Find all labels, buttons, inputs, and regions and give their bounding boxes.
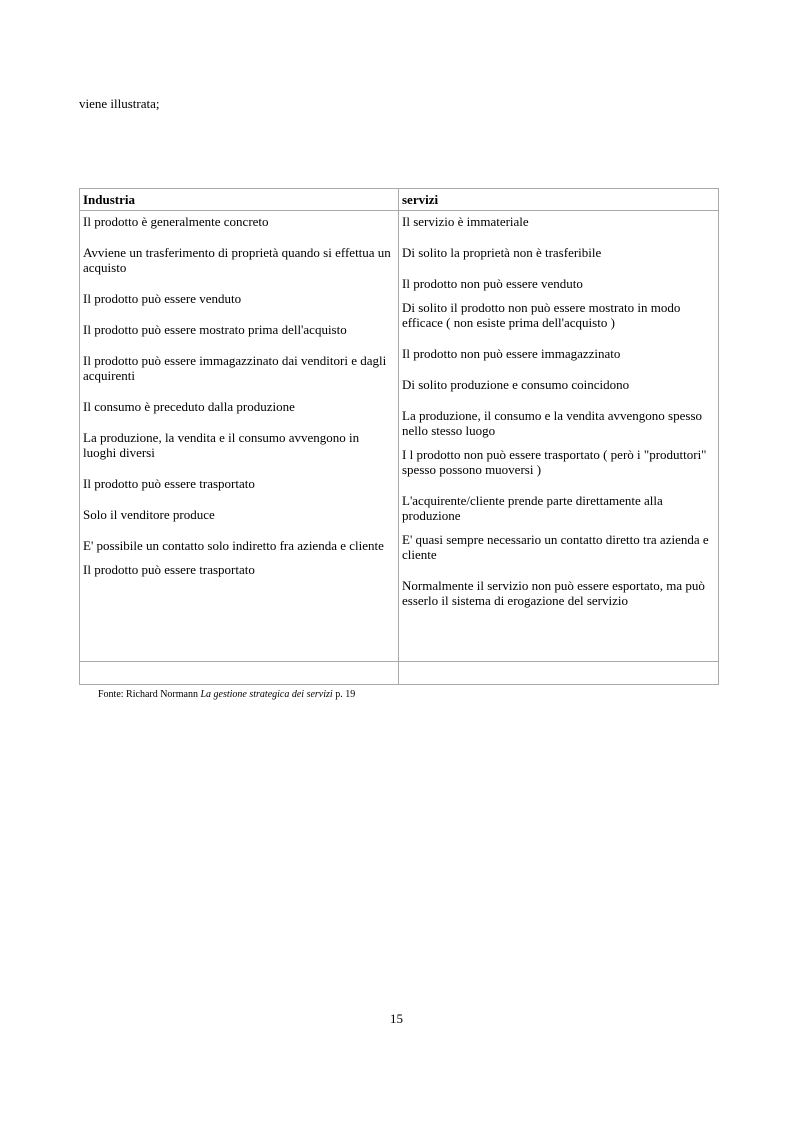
servizi-item: L'acquirente/cliente prende parte direttamente alla produzione: [402, 493, 663, 523]
industria-item: Il prodotto può essere trasportato: [83, 476, 255, 491]
header-servizi: servizi: [399, 189, 719, 211]
servizi-item: I l prodotto non può essere trasportato ( però i "produttori" spesso possono muoversi ): [402, 447, 707, 477]
source-suffix: p. 19: [332, 689, 356, 700]
industria-item: Il prodotto può essere venduto: [83, 291, 242, 306]
servizi-item: Il servizio è immateriale: [402, 214, 529, 229]
table-header-row: [80, 189, 719, 211]
servizi-item: Normalmente il servizio non può essere esportato, ma può esserlo il sistema di erogazione del servizio: [402, 578, 705, 608]
servizi-item: Di solito la proprietà non è trasferibile: [402, 245, 602, 260]
servizi-item: Il prodotto non può essere immagazzinato: [402, 346, 621, 361]
servizi-item: Di solito produzione e consumo coincidono: [402, 377, 630, 392]
servizi-item: La produzione, il consumo e la vendita avvengono spesso nello stesso luogo: [402, 408, 703, 438]
source-caption: [98, 689, 355, 701]
servizi-item: E' quasi sempre necessario un contatto diretto tra azienda e cliente: [402, 532, 709, 562]
header-industria: Industria: [80, 189, 399, 211]
comparison-table: [79, 188, 719, 685]
servizi-item: Di solito il prodotto non può essere mostrato in modo efficace ( non esiste prima dell'acquisto ): [402, 300, 681, 330]
page-number: 15: [390, 1011, 403, 1026]
empty-cell: [399, 662, 719, 685]
industria-item: Il prodotto può essere mostrato prima dell'acquisto: [83, 322, 347, 337]
empty-cell: [80, 662, 399, 685]
industria-cell: [80, 211, 399, 662]
industria-item: Solo il venditore produce: [83, 507, 215, 522]
table-body-row: [80, 211, 719, 662]
industria-item: Il prodotto è generalmente concreto: [83, 214, 269, 229]
source-title: La gestione strategica dei servizi: [200, 689, 333, 700]
industria-item: Avviene un trasferimento di proprietà quando si effettua un acquisto: [83, 245, 391, 275]
industria-item: Il prodotto può essere immagazzinato dai venditori e dagli acquirenti: [83, 353, 387, 383]
servizi-item: Il prodotto non può essere venduto: [402, 276, 583, 291]
servizi-cell: [399, 211, 719, 662]
source-prefix: Fonte: Richard Normann: [98, 689, 201, 700]
intro-text: viene illustrata;: [79, 96, 160, 111]
industria-item: La produzione, la vendita e il consumo avvengono in luoghi diversi: [83, 430, 360, 460]
industria-item: E' possibile un contatto solo indiretto fra azienda e cliente: [83, 538, 384, 553]
industria-item: Il prodotto può essere trasportato: [83, 562, 255, 577]
table-empty-row: [80, 662, 719, 685]
industria-item: Il consumo è preceduto dalla produzione: [83, 399, 295, 414]
